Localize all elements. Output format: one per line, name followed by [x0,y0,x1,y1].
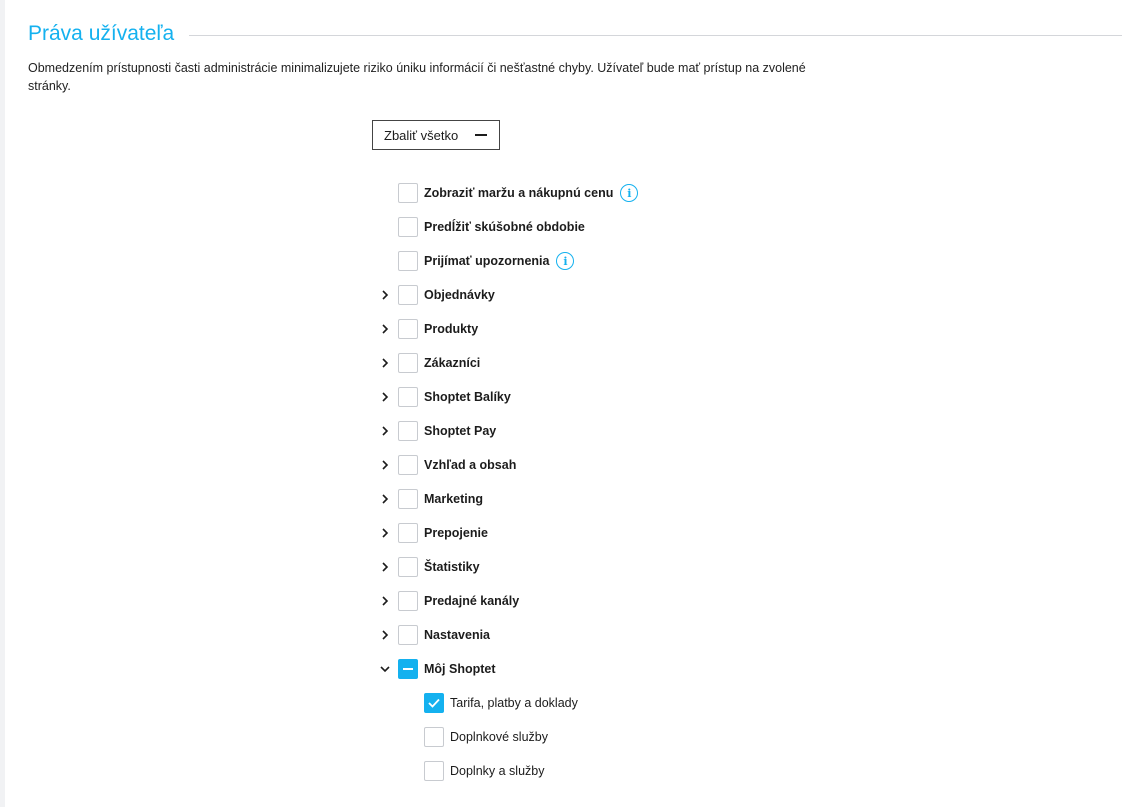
tree-row-tariff [424,686,578,720]
chevron-right-icon[interactable] [376,455,394,475]
collapse-all-button[interactable] [372,120,500,150]
tree-row-products [376,312,478,346]
tree-row-label: Doplnkové služby [450,730,548,744]
tree-row-label: Zobraziť maržu a nákupnú cenu [424,186,614,200]
checkbox-integrations[interactable] [398,523,418,543]
tree-row-appearance [376,448,516,482]
collapse-all-label: Zbaliť všetko [384,127,459,143]
chevron-right-icon[interactable] [376,523,394,543]
tree-row-label: Marketing [424,492,484,506]
info-icon[interactable]: i [620,184,638,202]
checkbox-shoptet-baliky[interactable] [398,387,418,407]
section-header [28,20,1122,50]
chevron-right-icon[interactable] [376,625,394,645]
tree-row-label: Prepojenie [424,526,488,540]
tree-row-sales-channels [376,584,519,618]
section-divider [189,35,1122,36]
checkbox-extend-trial[interactable] [398,217,418,237]
section-title: Práva užívateľa [28,22,175,45]
checkbox-products[interactable] [398,319,418,339]
tree-row-label: Tarifa, platby a doklady [450,696,578,710]
chevron-right-icon[interactable] [376,353,394,373]
checkbox-appearance[interactable] [398,455,418,475]
tree-row-shoptet-pay [376,414,496,448]
chevron-right-icon[interactable] [376,489,394,509]
tree-row-customers [376,346,480,380]
tree-row-label: Produkty [424,322,479,336]
checkbox-settings[interactable] [398,625,418,645]
tree-row-label: Predajné kanály [424,594,520,608]
tree-row-extend-trial [376,210,585,244]
checkbox-notifications[interactable] [398,251,418,271]
checkbox-addons-services[interactable] [424,761,444,781]
tree-row-label: Objednávky [424,288,495,302]
chevron-down-icon[interactable] [376,659,394,679]
tree-row-additional-services [424,720,548,754]
checkbox-additional-services[interactable] [424,727,444,747]
checkbox-moj-shoptet[interactable] [398,659,418,679]
tree-row-label: Zákazníci [424,356,481,370]
tree-row-label: Prijímať upozornenia [424,254,550,268]
tree-row-statistics [376,550,480,584]
tree-row-settings [376,618,490,652]
chevron-right-icon[interactable] [376,285,394,305]
checkbox-statistics[interactable] [398,557,418,577]
checkbox-orders[interactable] [398,285,418,305]
checkbox-marketing[interactable] [398,489,418,509]
section-description: Obmedzením prístupnosti časti administrácie minimalizujete riziko úniku informácií či nešťastné chyby. Užívateľ bude mať prístup na zvolené stránky. [28,61,806,93]
tree-row-orders [376,278,495,312]
checkbox-show-margin[interactable] [398,183,418,203]
tree-row-label: Shoptet Balíky [424,390,511,404]
tree-row-marketing [376,482,483,516]
checkbox-sales-channels[interactable] [398,591,418,611]
chevron-right-icon[interactable] [376,557,394,577]
tree-row-label: Predĺžiť skúšobné obdobie [424,220,585,234]
tree-row-label: Shoptet Pay [424,424,497,438]
checkbox-shoptet-pay[interactable] [398,421,418,441]
chevron-right-icon[interactable] [376,421,394,441]
tree-row-label: Nastavenia [424,628,491,642]
tree-row-integrations [376,516,488,550]
tree-row-label: Štatistiky [424,560,480,574]
chevron-right-icon[interactable] [376,387,394,407]
tree-row-label: Doplnky a služby [450,764,545,778]
tree-row-label: Vzhľad a obsah [424,458,517,472]
tree-row-label: Môj Shoptet [424,662,496,676]
chevron-right-icon[interactable] [376,319,394,339]
info-icon[interactable]: i [556,252,574,270]
tree-row-shoptet-baliky [376,380,511,414]
tree-row-addons-services [424,754,545,788]
tree-row-notifications [376,244,574,278]
tree-row-show-margin [376,176,638,210]
left-edge-strip [0,0,5,807]
chevron-right-icon[interactable] [376,591,394,611]
minus-icon [475,134,487,136]
tree-row-moj-shoptet [376,652,496,686]
checkbox-tariff[interactable] [424,693,444,713]
checkbox-customers[interactable] [398,353,418,373]
